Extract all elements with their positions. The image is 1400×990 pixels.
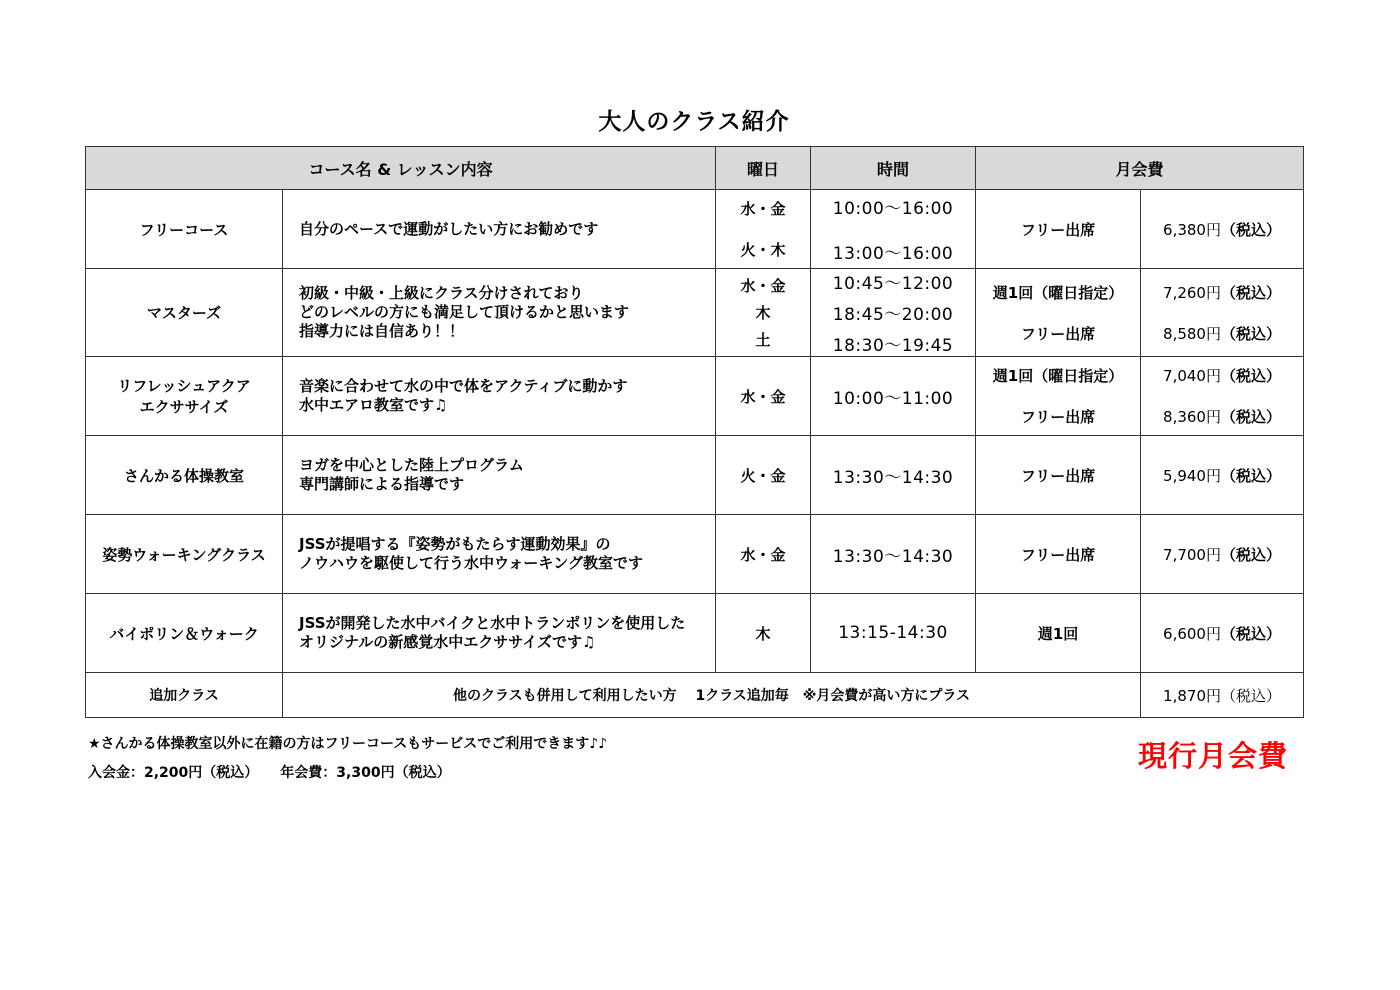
desc-line: 初級・中級・上級にクラス分けされており xyxy=(299,284,584,302)
table-row xyxy=(86,269,1304,357)
price-cell xyxy=(1141,594,1304,673)
tax-label: （税込） xyxy=(1220,324,1281,343)
course-name: マスターズ xyxy=(86,269,283,357)
day: 木 xyxy=(716,594,811,673)
course-name: バイポリン＆ウォーク xyxy=(86,594,283,673)
plan-type: 週1回（曜日指定） xyxy=(992,367,1124,385)
desc-line: 専門講師による指導です xyxy=(299,475,465,493)
course-desc xyxy=(283,269,716,357)
day: 水・金 xyxy=(740,200,786,218)
desc-line: ヨガを中心とした陸上プログラム xyxy=(299,456,524,474)
note-fees xyxy=(88,762,451,782)
table-header-row xyxy=(86,147,1304,190)
time-cell xyxy=(811,269,976,357)
header-time: 時間 xyxy=(811,147,976,190)
price: 8,360円 xyxy=(1163,408,1221,426)
table-row xyxy=(86,436,1304,515)
tax-label: （税込） xyxy=(1220,466,1281,485)
price-cell xyxy=(1141,190,1304,269)
day: 土 xyxy=(755,331,771,349)
plan-type: フリー出席 xyxy=(1020,324,1096,343)
desc-line: ノウハウを駆使して行う水中ウォーキング教室です xyxy=(299,554,643,572)
desc-line: JSSが開発した水中バイクと水中トランポリンを使用した xyxy=(299,614,686,632)
day: 火・金 xyxy=(716,436,811,515)
table-row xyxy=(86,357,1304,436)
tax-label: （税込） xyxy=(1220,408,1281,426)
price: 6,380円 xyxy=(1163,220,1221,239)
day: 火・木 xyxy=(740,241,786,259)
table-row xyxy=(86,515,1304,594)
header-fee: 月会費 xyxy=(976,147,1304,190)
day-cell xyxy=(716,190,811,269)
plan-type: フリー出席 xyxy=(976,190,1141,269)
desc-line: 水中エアロ教室です♫ xyxy=(299,396,448,414)
time: 10:45～12:00 xyxy=(832,274,954,294)
desc-line: どのレベルの方にも満足して頂けるかと思います xyxy=(299,303,630,321)
plan-type: フリー出席 xyxy=(1020,408,1096,426)
day: 水・金 xyxy=(740,277,786,295)
time: 18:30～19:45 xyxy=(832,336,954,356)
price: 7,700円 xyxy=(1163,545,1221,564)
plan-type: 週1回（曜日指定） xyxy=(992,283,1124,302)
extra-name: 追加クラス xyxy=(86,673,283,718)
table-row-extra xyxy=(86,673,1304,718)
course-name-line: エクササイズ xyxy=(139,398,229,416)
plan-type: フリー出席 xyxy=(976,515,1141,594)
class-table xyxy=(85,146,1304,718)
course-desc xyxy=(283,190,716,269)
time: 13:00～16:00 xyxy=(832,244,954,264)
entry-fee: 入会金：2,200円（税込） xyxy=(88,765,259,781)
course-desc xyxy=(283,436,716,515)
day: 木 xyxy=(755,304,771,322)
desc-line: 音楽に合わせて水の中で体をアクティブに動かす xyxy=(299,377,628,395)
course-name: 姿勢ウォーキングクラス xyxy=(86,515,283,594)
annual-fee: 年会費：3,300円（税込） xyxy=(280,765,451,781)
price: 6,600円 xyxy=(1163,624,1221,643)
course-name-line: リフレッシュアクア xyxy=(117,377,251,395)
price-cell xyxy=(1141,269,1304,357)
time: 18:45～20:00 xyxy=(832,305,954,325)
header-course: コース名 & レッスン内容 xyxy=(86,147,716,190)
extra-price: 1,870円（税込） xyxy=(1141,673,1304,718)
tax-label: （税込） xyxy=(1220,367,1281,385)
price: 7,040円 xyxy=(1163,367,1221,385)
desc-line: JSSが提唱する『姿勢がもたらす運動効果』の xyxy=(299,535,611,553)
time: 13:30～14:30 xyxy=(811,436,976,515)
note-free-course: ★さんかる体操教室以外に在籍の方はフリーコースもサービスでご利用できます♪♪ xyxy=(88,736,608,752)
day: 水・金 xyxy=(716,357,811,436)
tax-label: （税込） xyxy=(1220,624,1281,643)
extra-desc: 他のクラスも併用して利用したい方 1クラス追加毎 ※月会費が高い方にプラス xyxy=(283,673,1141,718)
tax-label: （税込） xyxy=(1220,220,1281,239)
course-name: フリーコース xyxy=(86,190,283,269)
table-row xyxy=(86,594,1304,673)
price-cell xyxy=(1141,436,1304,515)
course-name: さんかる体操教室 xyxy=(86,436,283,515)
time: 13:30～14:30 xyxy=(811,515,976,594)
plan-type-cell xyxy=(976,269,1141,357)
time: 13:15-14:30 xyxy=(811,594,976,673)
page-title: 大人のクラス紹介 xyxy=(598,109,790,135)
price: 8,580円 xyxy=(1163,324,1221,343)
course-desc xyxy=(283,515,716,594)
course-desc xyxy=(283,357,716,436)
plan-type: フリー出席 xyxy=(976,436,1141,515)
price-cell xyxy=(1141,515,1304,594)
course-desc xyxy=(283,594,716,673)
current-fee-badge: 現行月会費 xyxy=(1138,739,1289,773)
price-cell xyxy=(1141,357,1304,436)
price: 7,260円 xyxy=(1163,283,1221,302)
time-cell xyxy=(811,190,976,269)
tax-label: （税込） xyxy=(1220,283,1281,302)
desc-line: 自分のペースで運動がしたい方にお勧めです xyxy=(299,219,599,238)
table-row xyxy=(86,190,1304,269)
tax-label: （税込） xyxy=(1220,545,1281,564)
price: 5,940円 xyxy=(1163,466,1221,485)
desc-line: 指導力には自信あり！！ xyxy=(299,322,465,340)
header-day: 曜日 xyxy=(716,147,811,190)
plan-type: 週1回 xyxy=(976,594,1141,673)
plan-type-cell xyxy=(976,357,1141,436)
day: 水・金 xyxy=(716,515,811,594)
time: 10:00～16:00 xyxy=(832,199,954,219)
time: 10:00～11:00 xyxy=(811,357,976,436)
course-name xyxy=(86,357,283,436)
day-cell xyxy=(716,269,811,357)
desc-line: オリジナルの新感覚水中エクササイズです♫ xyxy=(299,633,596,651)
